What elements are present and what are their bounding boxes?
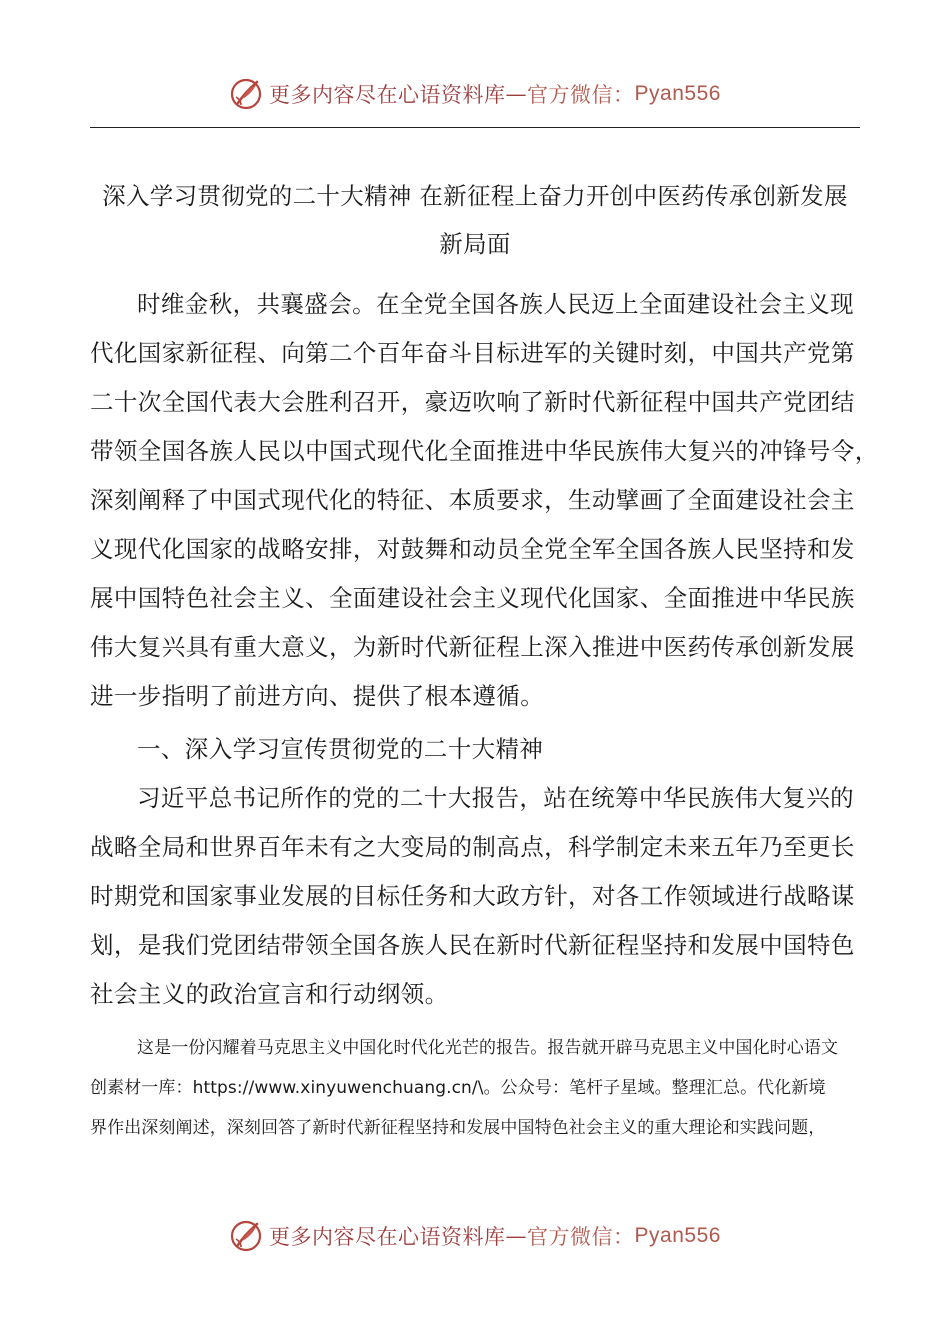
paragraph-line: 伟大复兴具有重大意义，为新时代新征程上深入推进中医药传承创新发展: [90, 633, 855, 661]
banner-sub-text: 官方微信：: [527, 83, 635, 107]
banner-dash: —: [505, 1224, 528, 1248]
banner-sub-text: 官方微信：: [527, 1225, 635, 1249]
title-line: 新局面: [439, 230, 511, 258]
paragraph-line: 创素材一库：https://www.xinyuwenchuang.cn/\。公众号：笔杆子星域。整理汇总。代化新境: [90, 1078, 826, 1098]
paragraph-line: 进一步指明了前进方向、提供了根本遵循。: [90, 682, 545, 710]
paragraph-line: 界作出深刻阐述，深刻回答了新时代新征程坚持和发展中国特色社会主义的重大理论和实践问题，: [90, 1118, 826, 1138]
banner-main-text: 更多内容尽在心语资料库: [269, 1225, 506, 1249]
banner-wechat-id: Pyan556: [634, 82, 721, 105]
paragraph-line: 社会主义的政治宣言和行动纲领。: [90, 980, 449, 1008]
title-line: 深入学习贯彻党的二十大精神 在新征程上奋力开创中医药传承创新发展: [102, 182, 848, 210]
paragraph-line: 时期党和国家事业发展的目标任务和大政方针，对各工作领域进行战略谋: [90, 882, 855, 910]
header-watermark-banner: [0, 70, 950, 118]
paragraph-line: 带领全国各族人民以中国式现代化全面推进中华民族伟大复兴的冲锋号令，: [90, 437, 879, 465]
paragraph-line: 代化国家新征程、向第二个百年奋斗目标进军的关键时刻，中国共产党第: [90, 339, 855, 367]
paragraph-line: 深刻阐释了中国式现代化的特征、本质要求，生动擘画了全面建设社会主: [90, 486, 855, 514]
paragraph-line: 展中国特色社会主义、全面建设社会主义现代化国家、全面推进中华民族: [90, 584, 855, 612]
paragraph-line: 义现代化国家的战略安排，对鼓舞和动员全党全军全国各族人民坚持和发: [90, 535, 855, 563]
header-divider: [90, 127, 860, 128]
banner-main-text: 更多内容尽在心语资料库: [269, 83, 506, 107]
paragraph-line: 划，是我们党团结带领全国各族人民在新时代新征程坚持和发展中国特色: [90, 931, 855, 959]
paragraph-line: 时维金秋，共襄盛会。在全党全国各族人民迈上全面建设社会主义现: [137, 290, 854, 318]
paragraph-line: 战略全局和世界百年未有之大变局的制高点，科学制定未来五年乃至更长: [90, 833, 855, 861]
banner-dash: —: [505, 82, 528, 106]
section-heading: 一、深入学习宣传贯彻党的二十大精神: [137, 735, 544, 763]
quill-logo-icon: [229, 1219, 263, 1253]
paragraph-line: 二十次全国代表大会胜利召开，豪迈吹响了新时代新征程中国共产党团结: [90, 388, 855, 416]
paragraph-intro: [90, 280, 879, 721]
quill-logo-icon: [229, 77, 263, 111]
paragraph-line: 习近平总书记所作的党的二十大报告，站在统筹中华民族伟大复兴的: [137, 784, 854, 812]
paragraph-small: [90, 1028, 860, 1148]
paragraph-report: [90, 774, 860, 1019]
document-title: [90, 172, 860, 268]
footer-watermark-banner: [0, 1212, 950, 1260]
paragraph-line: 这是一份闪耀着马克思主义中国化时代化光芒的报告。报告就开辟马克思主义中国化时心语文: [137, 1038, 839, 1058]
banner-wechat-id: Pyan556: [634, 1224, 721, 1247]
